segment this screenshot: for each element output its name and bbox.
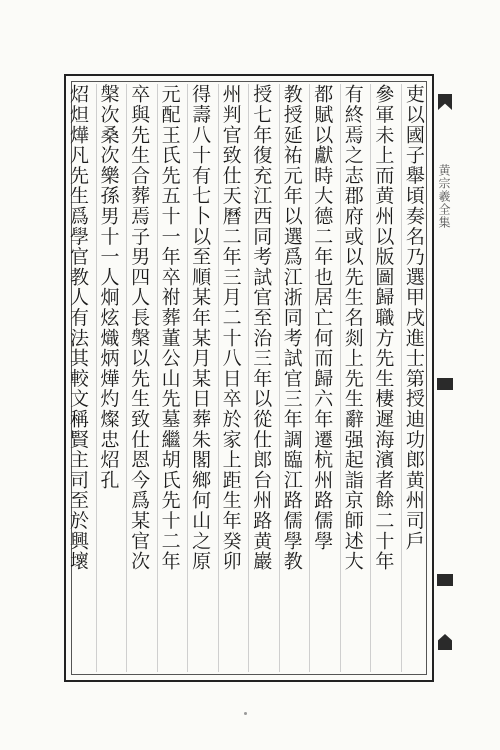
text-column-9: 元配王氏先五十一年卒祔葬董公山先墓繼胡氏先十二年 <box>157 84 182 672</box>
text-column-2: 參軍未上而黄州以版圖歸職方先生棲遲海濱者餘二十年 <box>370 84 395 672</box>
margin-title: 黄宗羲全集 <box>437 164 451 229</box>
fishtail-top-mark <box>438 94 452 110</box>
text-column-8: 得壽八十有七卜以至順某年某月某日葬朱閣鄉何山之原 <box>187 84 212 672</box>
paper-speck <box>244 712 247 715</box>
text-column-10: 卒與先生合葬焉子男四人長槃以先生致仕恩今爲某官次 <box>126 84 151 672</box>
text-column-3: 有終焉之志郡府或以先生名剡上先生辭强起詣京師述大 <box>340 84 365 672</box>
text-column-4: 都賦以獻時大德二年也居亡何而歸六年遷杭州路儒學 <box>309 84 334 672</box>
text-column-7: 州判官致仕天曆二年三月二十八日卒於家上距生年癸卯 <box>218 84 243 672</box>
fishtail-bottom-mark <box>438 634 452 650</box>
text-columns <box>66 84 426 672</box>
text-column-11: 槃次桑次樂孫男十一人炯炫熾炳燁灼燦忠炤孔 <box>96 84 121 672</box>
block-mark-upper <box>437 378 453 390</box>
page-margin-strip <box>434 74 456 682</box>
page-frame <box>64 74 434 682</box>
text-column-6: 授七年復充江西同考試官至治三年以從仕郎台州路黄巖 <box>248 84 273 672</box>
block-mark-lower <box>437 574 453 586</box>
text-column-1: 吏以國子舉頃奏名乃選甲戌進士第授迪功郎黄州司戶 <box>401 84 426 672</box>
text-column-12: 炤炟燁凡先生爲學官教人有法其較文稱賢主司至於興壞 <box>67 84 89 572</box>
text-column-5: 教授延祐元年以選爲江浙同考試官三年調臨江路儒學教 <box>279 84 304 672</box>
